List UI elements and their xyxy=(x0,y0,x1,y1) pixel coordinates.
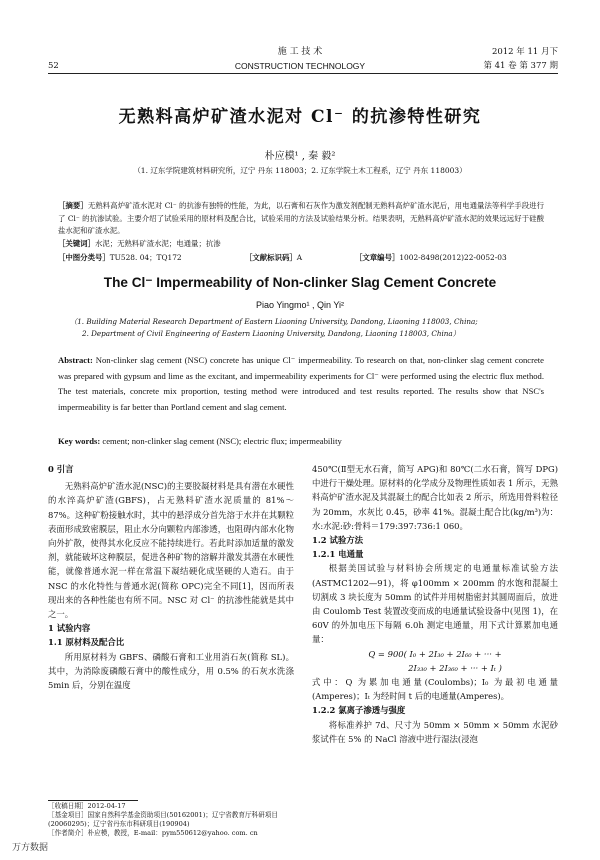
subsection-heading: 1.1 原材料及配合比 xyxy=(48,637,125,648)
section-heading: 0 引言 xyxy=(48,464,74,474)
affiliation-en-2: 2. Department of Civil Engineering of Eastern Liaoning University, Dandong, Liaoning 118003, China） xyxy=(82,329,460,338)
paragraph: 450℃(Ⅱ型无水石膏，简写 APG)和 80℃(二水石膏，简写 DPG)中进行干燥处理。原材料的化学成分及物理性质如表 1 所示，无熟料高炉矿渣水泥及其混凝土的配合比如表 2 所示，所选用骨料粒径为 20mm，水灰比 0.45，砂率 41%。混凝土配合比(kg/m³)为：水:水泥:砂:骨料＝179:397:736:1 060。 xyxy=(312,464,558,531)
abstract-cn xyxy=(58,200,544,238)
paragraph: 根据美国试验与材料协会所规定的电通量标准试验方法(ASTMC1202—91)，将 φ100mm × 200mm 的水饱和混凝土切割成 3 块长度为 50mm 的试件并用树脂密封其圆周面后，放进由 Coulomb Test 装置改变而成的电通量试验设备中(见图 1)，在 60V 的外加电压下每隔 6.0h 测定电通量，用下式计算累加电通量： xyxy=(312,563,558,645)
affiliations-cn: （1. 辽东学院建筑材料研究所，辽宁 丹东 118003；2. 辽东学院土木工程系，辽宁 丹东 118003） xyxy=(133,166,467,175)
paragraph: 所用原材料为 GBFS、磷酸石膏和工业用消石灰(简称 SL)。其中，为消除废磷酸石膏中的酸性成分，用 0.5% 的石灰水洗涤 5min 后，分别在温度 xyxy=(48,651,294,691)
journal-name-en: CONSTRUCTION TECHNOLOGY xyxy=(234,61,366,71)
keywords-en-label: Key words: xyxy=(58,436,101,446)
footnote-funding: ［基金项目］国家自然科学基金资助项目(50162001)；辽宁省教育厅科研项目(20060295)；辽宁省丹东市科研项目(190904) xyxy=(48,811,278,828)
footnote-rule xyxy=(48,800,138,801)
keywords-en-text: cement; non-clinker slag cement (NSC); electric flux; impermeability xyxy=(102,436,342,446)
abstract-en xyxy=(58,353,544,415)
authors-cn: 朴应模¹ , 秦 毅² xyxy=(264,151,336,162)
clc-number: ［中图分类号］TU528. 04；TQ172 xyxy=(58,253,182,262)
body-left-column xyxy=(48,462,294,692)
subsubsection-heading: 1.2.1 电通量 xyxy=(312,549,364,560)
document-code: ［文献标识码］A xyxy=(245,253,303,262)
page-title-cn: 无熟料高炉矿渣水泥对 Cl⁻ 的抗渗特性研究 xyxy=(118,107,482,127)
abstract-en-label: Abstract: xyxy=(58,355,93,365)
keywords-cn-text: 水泥；无熟料矿渣水泥；电通量；抗渗 xyxy=(94,239,221,248)
paragraph: 无熟料高炉矿渣水泥(NSC)的主要胶凝材料是具有潜在水硬性的水淬高炉矿渣(GBFS)，占无熟料矿渣水泥质量的 81%～87%。这种矿粉接触水时，其中的悬浮成分首先溶于水并在其颗粒表面形成致密膜层，阻止水分向颗粒内部渗透，也阻碍内部水化物向外扩散，使得其水化反应不能持续进行。若此时添加适量的激发剂，就能破坏这种膜层，促进各种矿物的溶解并激发其潜在水硬性能，就像普通水泥一样在常温下凝结硬化成坚硬的人造石。由于 NSC 的水化特性与普通水泥(简称 OPC)完全不同[1]，因而所表现出来的各种性能也有所不同。NSC 对 Cl⁻ 的抗渗性能就是其中之一。 xyxy=(48,481,294,620)
affiliation-en-1: （1. Building Material Research Department of Eastern Liaoning University, Dandong, Liaoning 118003, China; xyxy=(70,317,478,326)
subsection-heading: 1.2 试验方法 xyxy=(312,535,363,546)
body-right-column xyxy=(312,462,558,746)
footnote-received: ［收稿日期］2012-04-17 xyxy=(48,802,126,810)
paragraph: 式中：Q 为累加电通量(Coulombs)；I₀ 为最初电通量(Amperes)；Iₜ 为经时间 t 后的电通量(Amperes)。 xyxy=(312,677,558,702)
footnote-author: ［作者简介］朴应模，教授，E-mail：pym550612@yahoo. com. cn xyxy=(48,829,258,837)
abstract-cn-label: ［摘要］ xyxy=(58,201,88,210)
watermark: 万方数据 xyxy=(12,842,49,852)
page-title-en: The Cl⁻ Impermeability of Non-clinker Slag Cement Concrete xyxy=(103,275,497,290)
page-number: 52 xyxy=(48,61,59,71)
header-rule xyxy=(48,73,558,74)
footnotes xyxy=(48,802,298,838)
volume-issue: 第 41 卷 第 377 期 xyxy=(483,61,558,71)
article-number: ［文章编号］1002-8498(2012)22-0052-03 xyxy=(355,253,507,262)
formula-line-1: Q = 900( I₀ + 2I₃₀ + 2I₆₀ + ··· + xyxy=(368,648,502,659)
subsubsection-heading: 1.2.2 氯离子渗透与强度 xyxy=(312,705,406,716)
issue-date: 2012 年 11 月下 xyxy=(491,47,558,57)
keywords-cn xyxy=(58,238,544,250)
paragraph: 将标准养护 7d、尺寸为 50mm × 50mm × 50mm 水泥砂浆试件在 5% 的 NaCl 溶液中进行湿法(浸泡 xyxy=(312,719,558,744)
authors-en: Piao Yingmo¹ , Qin Yi² xyxy=(255,300,345,310)
abstract-cn-text: 无熟料高炉矿渣水泥对 Cl⁻ 的抗渗有独特的性能，为此，以石膏和石灰作为激发剂配制无熟料高炉矿渣水泥后，用电通量法等科学手段进行了 Cl⁻ 的抗渗试验。主要介绍了试验采用的原材料及配合比，试验采用的方法及试验结果分析。结果表明，无熟料高炉矿渣水泥的效果远远好于硅酸盐水泥和矿渣水泥。 xyxy=(58,201,544,236)
keywords-en xyxy=(58,436,544,446)
formula-line-2: 2I₃₃₀ + 2I₃₆₀ + ··· + Iₜ ) xyxy=(408,662,502,673)
abstract-en-text: Non-clinker slag cement (NSC) concrete has unique Cl⁻ impermeability. To research on that, non-clinker slag cement concrete was prepared with gypsum and lime as the excitant, and impermeability experiments for Cl⁻ were performed using the electric flux method. The test materials, concrete mix proportion, testing method were introduced and test results reported. The results show that NSC's impermeability is far better than Portland cement and slag cement. xyxy=(58,355,544,412)
section-heading: 1 试验内容 xyxy=(48,623,91,634)
keywords-cn-label: ［关键词］ xyxy=(58,239,95,248)
journal-name-cn: 施 工 技 术 xyxy=(277,47,323,57)
